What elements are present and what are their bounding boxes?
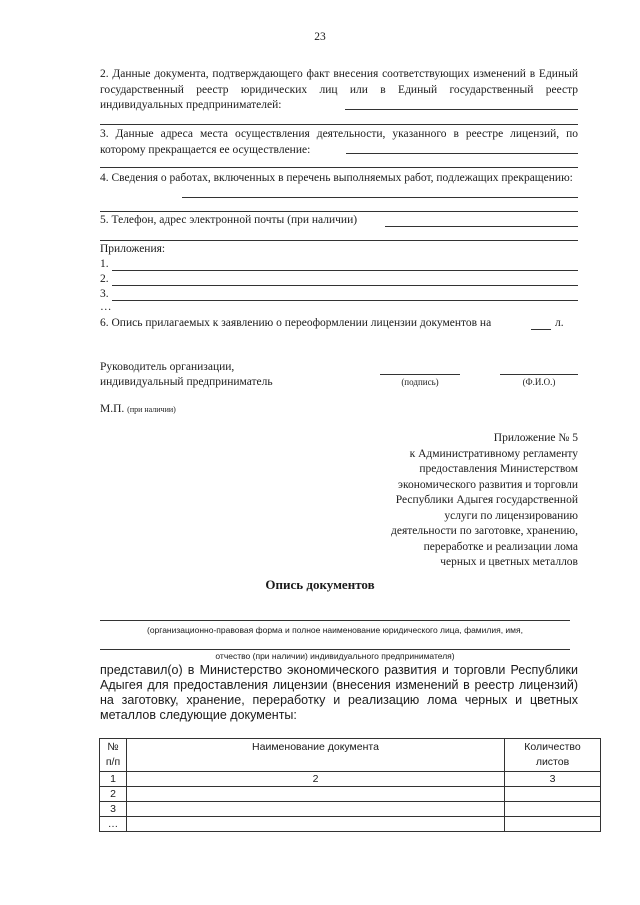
organization-caption-1: (организационно-правовая форма и полное наименование юридического лица, фамилия, имя, — [147, 625, 523, 635]
stamp-abbrev: М.П. — [100, 403, 125, 415]
organization-line — [100, 620, 570, 621]
item-6-text: 6. Опись прилагаемых к заявлению о переоформлении лицензии документов на — [100, 317, 492, 329]
appendix-line-8: переработке и реализации лома — [423, 540, 578, 553]
item-4-text: 4. Сведения о работах, включенных в перечень выполняемых работ, подлежащих прекращению: — [100, 172, 573, 184]
documents-table — [99, 738, 601, 832]
item-4-fill-line — [182, 197, 578, 198]
row-number: 1 — [100, 772, 127, 787]
signature-line — [380, 374, 460, 375]
page-number: 23 — [314, 31, 326, 43]
row-sheet-count — [505, 787, 601, 802]
name-line — [500, 374, 578, 375]
item-5-text: 5. Телефон, адрес электронной почты (при наличии) — [100, 214, 358, 226]
item-5-extra-line — [100, 240, 578, 241]
organization-line-2 — [100, 649, 570, 650]
item-2-fill-line — [345, 109, 578, 110]
table-row — [100, 817, 601, 832]
appendix-line-4: экономического развития и торговли — [398, 478, 578, 491]
item-5-fill-line — [385, 226, 578, 227]
attachment-1-line — [112, 270, 578, 271]
item-3-extra-line — [100, 167, 578, 168]
item-3-fill-line — [346, 153, 578, 154]
signature-caption: (подпись) — [401, 377, 439, 387]
table-row — [100, 802, 601, 817]
item-2-extra-line — [100, 124, 578, 125]
attachment-3-line — [112, 300, 578, 301]
item-3-text: 3. Данные адреса места осуществления деятельности, указанного в реестре лицензий, по которому прекращается ее осуществление: — [100, 128, 578, 156]
table-row — [100, 772, 601, 787]
row-document-name: 2 — [127, 772, 505, 787]
appendix-line-2: к Административному регламенту — [409, 447, 578, 460]
inventory-body: представил(о) в Министерство экономического развития и торговли Республики Адыгея для предоставления лицензии (внесения изменений в реестр лицензий) на заготовку, хранение, переработку и реализацию лома черных и цветных металлов следующие документы: — [100, 663, 578, 722]
attachments-ellipsis: … — [100, 301, 112, 313]
attachment-3-label: 3. — [100, 288, 109, 300]
stamp-label — [100, 402, 176, 418]
signatory-title-line1: Руководитель организации, — [100, 361, 235, 373]
organization-caption-2: отчество (при наличии) индивидуального предпринимателя) — [215, 651, 455, 661]
table-row — [100, 787, 601, 802]
row-document-name — [127, 802, 505, 817]
header-number: № п/п — [100, 739, 127, 772]
attachment-1-label: 1. — [100, 258, 109, 270]
appendix-line-3: предоставления Министерством — [419, 463, 578, 475]
signatory-title-line2: индивидуальный предприниматель — [100, 376, 273, 388]
attachment-2-line — [112, 285, 578, 286]
table-header-row — [100, 739, 601, 772]
row-sheet-count — [505, 817, 601, 832]
item-4-extra-line — [100, 211, 578, 212]
item-2-text: 2. Данные документа, подтверждающего факт внесения соответствующих изменений в Единый государственный реестр юридических лиц или в Единый государственный реестр индивидуальных предпринимателей: — [100, 68, 578, 111]
appendix-line-7: деятельности по заготовке, хранению, — [390, 525, 578, 537]
header-document-name: Наименование документа — [127, 739, 505, 772]
row-document-name — [127, 817, 505, 832]
row-number: 3 — [100, 802, 127, 817]
appendix-line-1: Приложение № 5 — [493, 432, 578, 444]
stamp-note: (при наличии) — [127, 405, 176, 414]
appendix-line-6: услуги по лицензированию — [444, 509, 578, 522]
appendix-line-9: черных и цветных металлов — [440, 556, 578, 568]
row-number: … — [100, 817, 127, 832]
row-document-name — [127, 787, 505, 802]
item-6-sheets-line — [531, 329, 551, 330]
attachments-heading: Приложения: — [100, 243, 166, 255]
inventory-title: Опись документов — [265, 577, 375, 592]
attachment-2-label: 2. — [100, 273, 109, 285]
row-number: 2 — [100, 787, 127, 802]
header-sheet-count: Количество листов — [505, 739, 601, 772]
appendix-line-5: Республики Адыгея государственной — [395, 494, 578, 506]
appendix-header — [340, 431, 578, 571]
name-caption: (Ф.И.О.) — [522, 377, 556, 387]
item-6-suffix: л. — [555, 317, 564, 329]
row-sheet-count — [505, 802, 601, 817]
row-sheet-count: 3 — [505, 772, 601, 787]
